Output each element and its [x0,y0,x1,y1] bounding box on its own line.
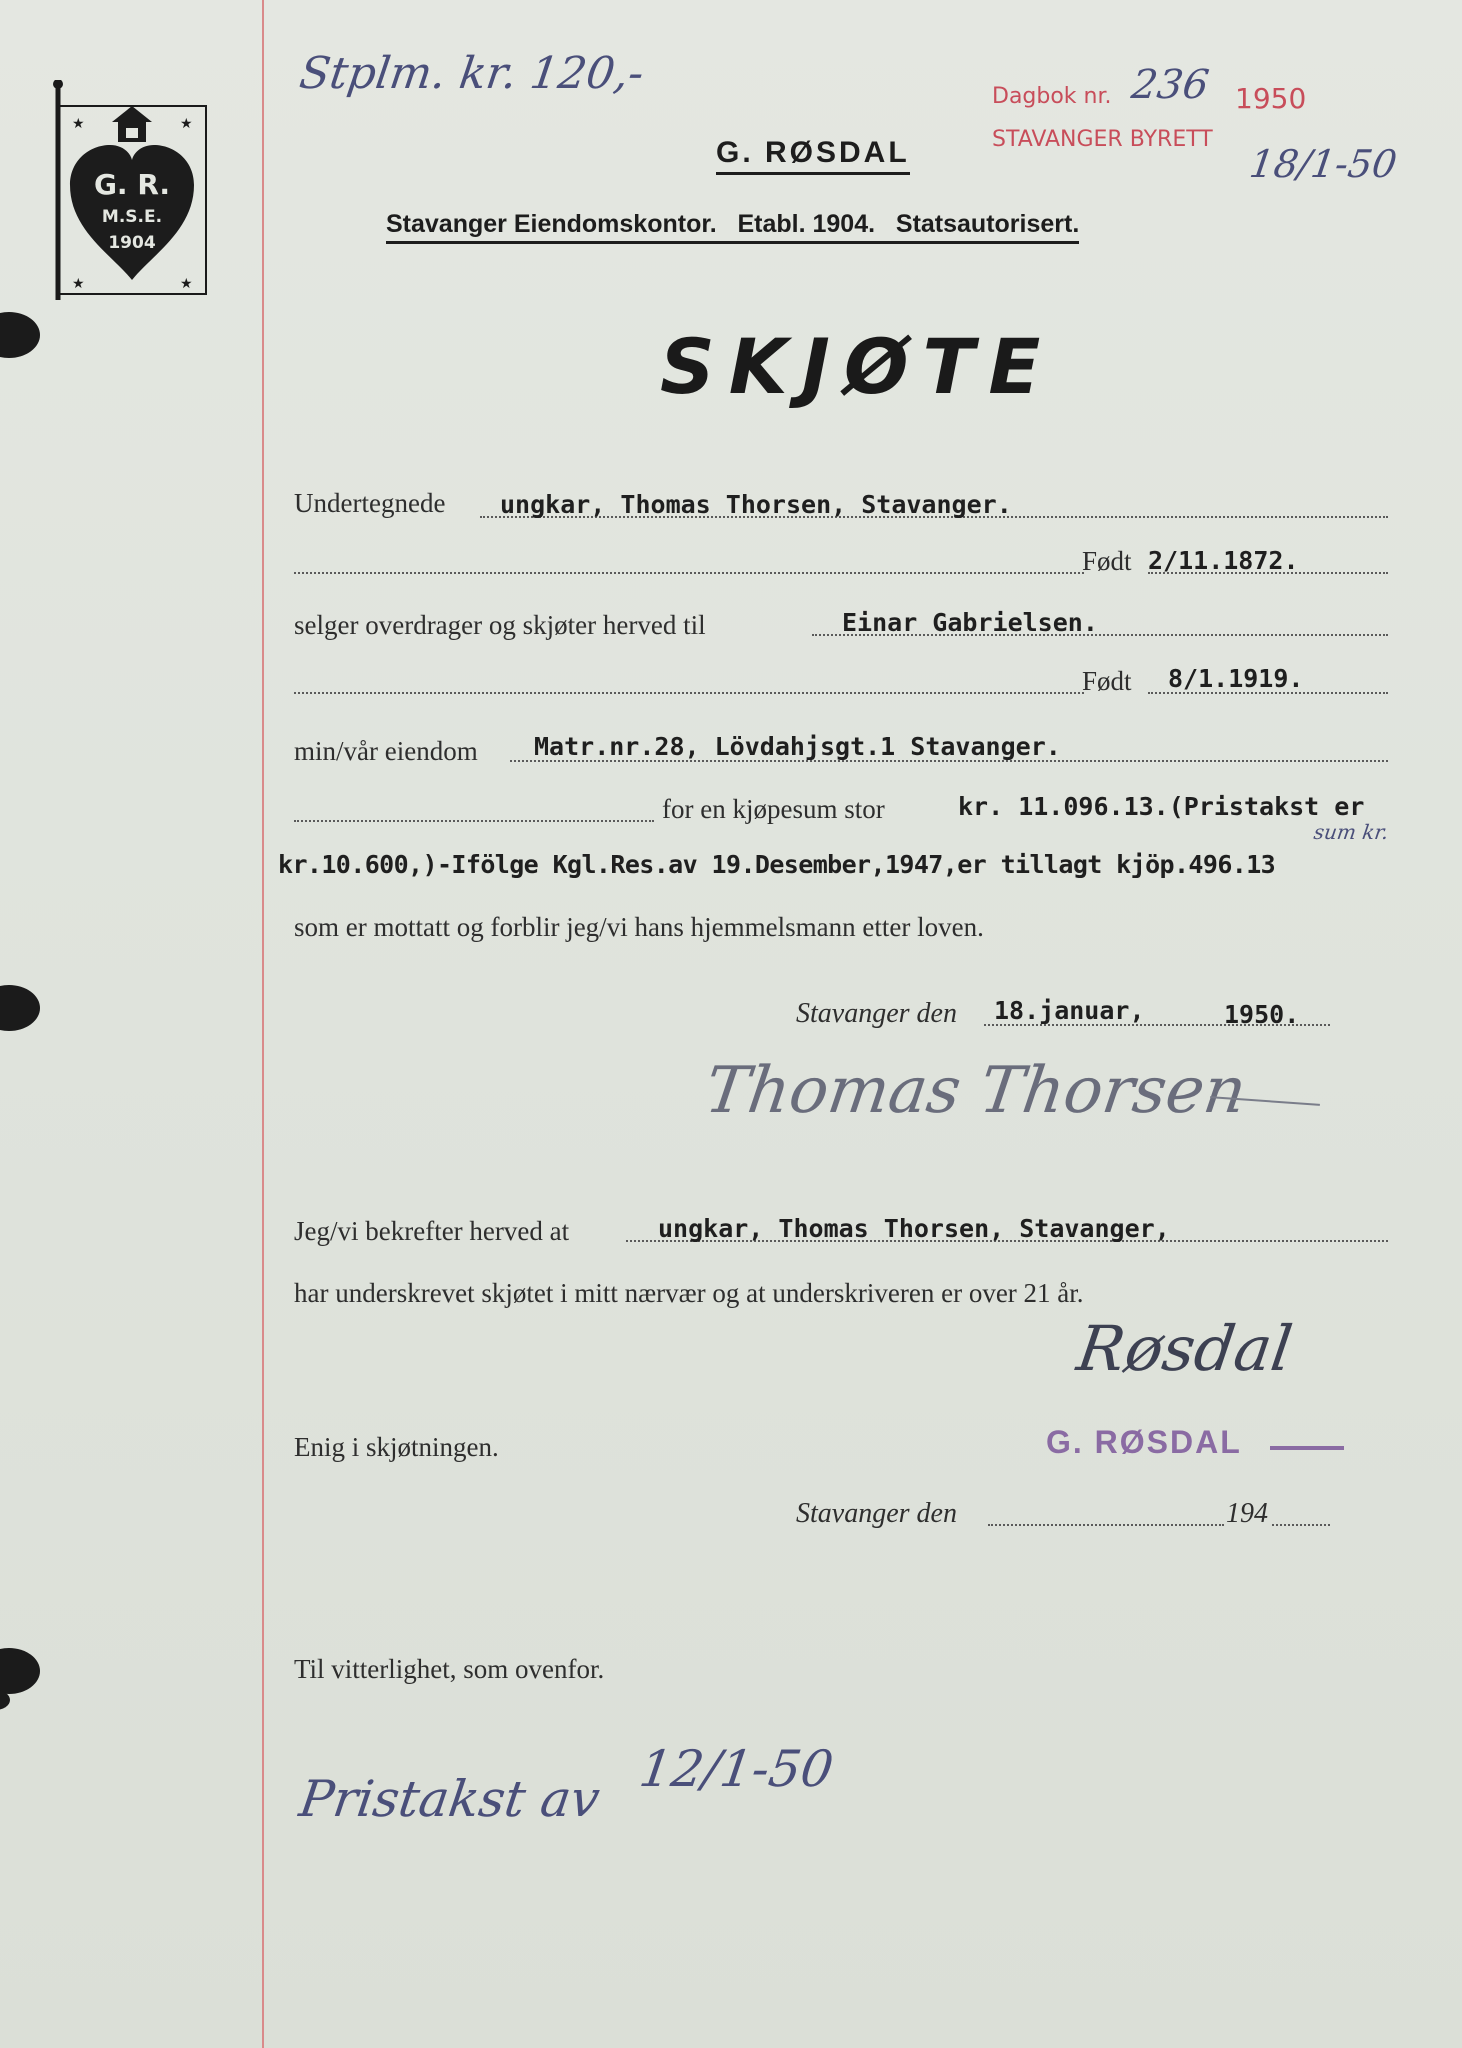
undertegnede-label: Undertegnede [294,488,446,518]
fodt-label: Født [1082,546,1132,576]
mottatt-text: som er mottatt og forblir jeg/vi hans hjemmelsmann etter loven. [294,912,984,942]
eiendom-label: min/vår eiendom [294,736,478,766]
place-label-2: Stavanger den [796,1498,957,1529]
sign-date: 18.januar, [994,996,1145,1025]
svg-text:★: ★ [72,276,85,292]
registry-number: 236 [1128,62,1212,108]
margin-line [262,0,264,2048]
svg-text:★: ★ [180,276,193,292]
registry-stamp-label: Dagbok nr. [992,84,1112,109]
enig-text: Enig i skjøtningen. [294,1432,499,1462]
rosdal-stamp: G. RØSDAL [1046,1424,1242,1460]
stamp-underline [1270,1446,1344,1450]
price-line-2: kr.10.600,)-Ifölge Kgl.Res.av 19.Desember,1947,er tillagt kjöp.496.13 [278,850,1276,879]
confirm-person: ungkar, Thomas Thorsen, Stavanger, [658,1214,1170,1243]
dotted-line [988,1524,1224,1526]
svg-text:★: ★ [180,116,193,132]
seller-born: 2/11.1872. [1148,546,1299,575]
seller-name: ungkar, Thomas Thorsen, Stavanger. [500,490,1012,519]
kjopesum-label: for en kjøpesum stor [662,794,885,824]
registry-year: 1950 [1235,82,1307,115]
registry-date: 18/1-50 [1246,142,1400,186]
logo-subtitle: M.S.E. [101,207,163,227]
svg-text:★: ★ [72,116,85,132]
dotted-line [294,572,1084,574]
fee-note: Stplm. kr. 120,- [296,48,648,99]
selger-label: selger overdrager og skjøter herved til [294,610,706,640]
property: Matr.nr.28, Lövdahjsgt.1 Stavanger. [534,732,1061,761]
buyer-name: Einar Gabrielsen. [842,608,1098,637]
company-details: Stavanger Eiendomskontor. Etabl. 1904. Statsautorisert. [386,210,1079,244]
seller-signature: Thomas Thorsen [700,1054,1251,1128]
registry-court: STAVANGER BYRETT [992,127,1213,152]
price: kr. 11.096.13.(Pristakst er [958,792,1365,821]
buyer-born: 8/1.1919. [1168,664,1304,693]
sign-year: 1950. [1224,1000,1300,1029]
dotted-line [294,820,654,822]
dotted-line [294,692,1084,694]
logo-year: 1904 [108,233,156,253]
dotted-line [1272,1524,1330,1526]
bottom-note-date: 12/1-50 [635,1740,837,1798]
year-prefix: 194 [1226,1498,1268,1529]
witness-signature: Røsdal [1072,1312,1297,1385]
logo-initials: G. R. [93,168,171,201]
price-note: sum kr. [1312,820,1390,844]
company-name: G. RØSDAL [716,136,910,175]
confirm-line-2: har underskrevet skjøtet i mitt nærvær og at underskriveren er over 21 år. [294,1278,1084,1308]
page-title: SKJØTE [660,322,1055,411]
place-label: Stavanger den [796,998,957,1029]
bottom-note: Pristakst av [295,1770,604,1828]
vitterlighet-text: Til vitterlighet, som ovenfor. [294,1654,605,1684]
company-logo [52,80,212,300]
confirm-label: Jeg/vi bekrefter herved at [294,1216,570,1246]
fodt-label: Født [1082,666,1132,696]
